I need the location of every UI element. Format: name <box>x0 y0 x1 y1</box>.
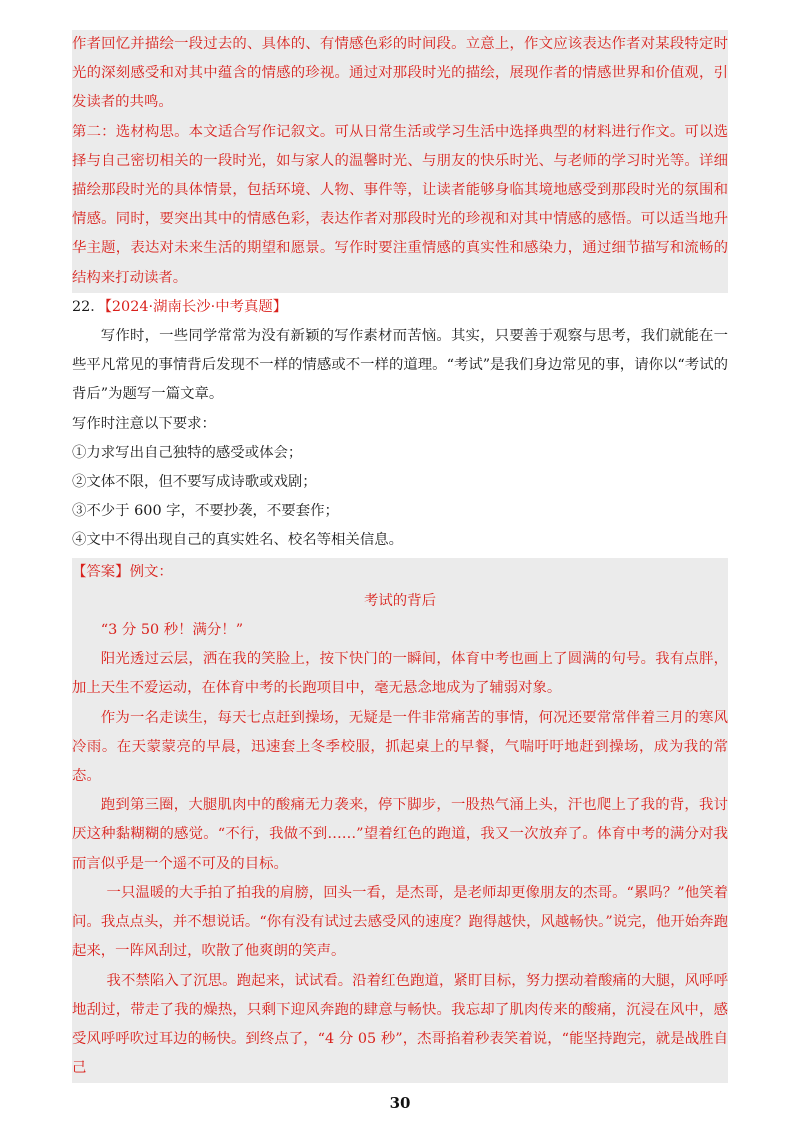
essay-title: 考试的背后 <box>364 592 436 609</box>
previous-analysis-block <box>72 30 728 293</box>
essay-paragraph: 阳光透过云层，洒在我的笑脸上，按下快门的一瞬间，体育中考也画上了圆满的句号。我有点胖，加上天生不爱运动，在体育中考的长跑项目中，毫无悬念地成为了辅弱对象。 <box>72 651 728 697</box>
essay-paragraph: “3 分 50 秒！满分！” <box>100 622 244 639</box>
question-header <box>72 293 728 322</box>
essay-paragraph: 跑到第三圈，大腿肌肉中的酸痛无力袭来，停下脚步，一股热气涌上头，汗也爬上了我的背，我讨厌这种黏糊糊的感觉。“不行，我做不到……”望着红色的跑道，我又一次放弃了。体育中考的满分对我而言似乎是一个遥不可及的目标。 <box>72 797 728 872</box>
answer-block <box>72 558 728 1084</box>
analysis-paragraph-1: 作者回忆并描绘一段过去的、具体的、有情感色彩的时间段。立意上，作文应该表达作者对某段特定时光的深刻感受和对其中蕴含的情感的珍视。通过对那段时光的描绘，展现作者的情感世界和价值观，引发读者的共鸣。 <box>72 36 728 111</box>
page-number: 30 <box>389 1094 411 1112</box>
requirement-item: ③不少于 600 字，不要抄袭，不要套作； <box>72 503 339 520</box>
question-prompt: 写作时，一些同学常常为没有新颖的写作素材而苦恼。其实，只要善于观察与思考，我们就能在一些平凡常见的事情背后发现不一样的情感或不一样的道理。“考试”是我们身边常见的事，请你以“考试的背后”为题写一篇文章。 <box>72 328 728 403</box>
essay-paragraph: 作为一名走读生，每天七点赶到操场，无疑是一件非常痛苦的事情，何况还要常常伴着三月的寒风冷雨。在天蒙蒙亮的早晨，迅速套上冬季校服，抓起桌上的早餐，气喘吁吁地赶到操场，成为我的常态。 <box>72 709 728 785</box>
requirement-item: ②文体不限，但不要写成诗歌或戏剧； <box>72 474 317 491</box>
analysis-paragraph-2: 第二：选材构思。本文适合写作记叙文。可从日常生活或学习生活中选择典型的材料进行作文。可以选择与自己密切相关的一段时光，如与家人的温馨时光、与朋友的快乐时光、与老师的学习时光等。详细描绘那段时光的具体情景，包括环境、人物、事件等，让读者能够身临其境地感受到那段时光的氛围和情感。同时，要突出其中的情感色彩，表达作者对那段时光的珍视和对其中情感的感悟。可以适当地升华主题，表达对未来生活的期望和愿景。写作时要注重情感的真实性和感染力，通过细节描写和流畅的结构来打动读者。 <box>72 123 728 286</box>
essay-paragraph: 我不禁陷入了沉思。跑起来，试试看。沿着红色跑道，紧盯目标，努力摆动着酸痛的大腿，风呼呼地刮过，带走了我的燥热，只剩下迎风奔跑的肆意与畅快。我忘却了肌肉传来的酸痛，沉浸在风中，感受风呼呼吹过耳边的畅快。到终点了，“4 分 05 秒”，杰哥掐着秒表笑着说，“能坚持跑完，就是战胜自己 <box>72 972 728 1077</box>
essay-paragraph: 一只温暖的大手拍了拍我的肩膀，回头一看，是杰哥，是老师却更像朋友的杰哥。“累吗？”他笑着问。我点点头，并不想说话。“你有没有试过去感受风的速度？跑得越快，风越畅快。”说完，他开始奔跑起来，一阵风刮过，吹散了他爽朗的笑声。 <box>72 884 728 960</box>
answer-label: 【答案】例文： <box>72 563 173 580</box>
requirement-item: ①力求写出自己独特的感受或体会； <box>72 444 303 461</box>
document-page <box>72 30 728 1083</box>
question-block <box>72 293 728 556</box>
question-number: 22． <box>72 298 105 315</box>
question-source: 【2024·湖南长沙·中考真题】 <box>104 298 288 315</box>
requirement-item: ④文中不得出现自己的真实姓名、校名等相关信息。 <box>72 532 403 549</box>
requirements-title: 写作时注意以下要求： <box>72 415 216 432</box>
